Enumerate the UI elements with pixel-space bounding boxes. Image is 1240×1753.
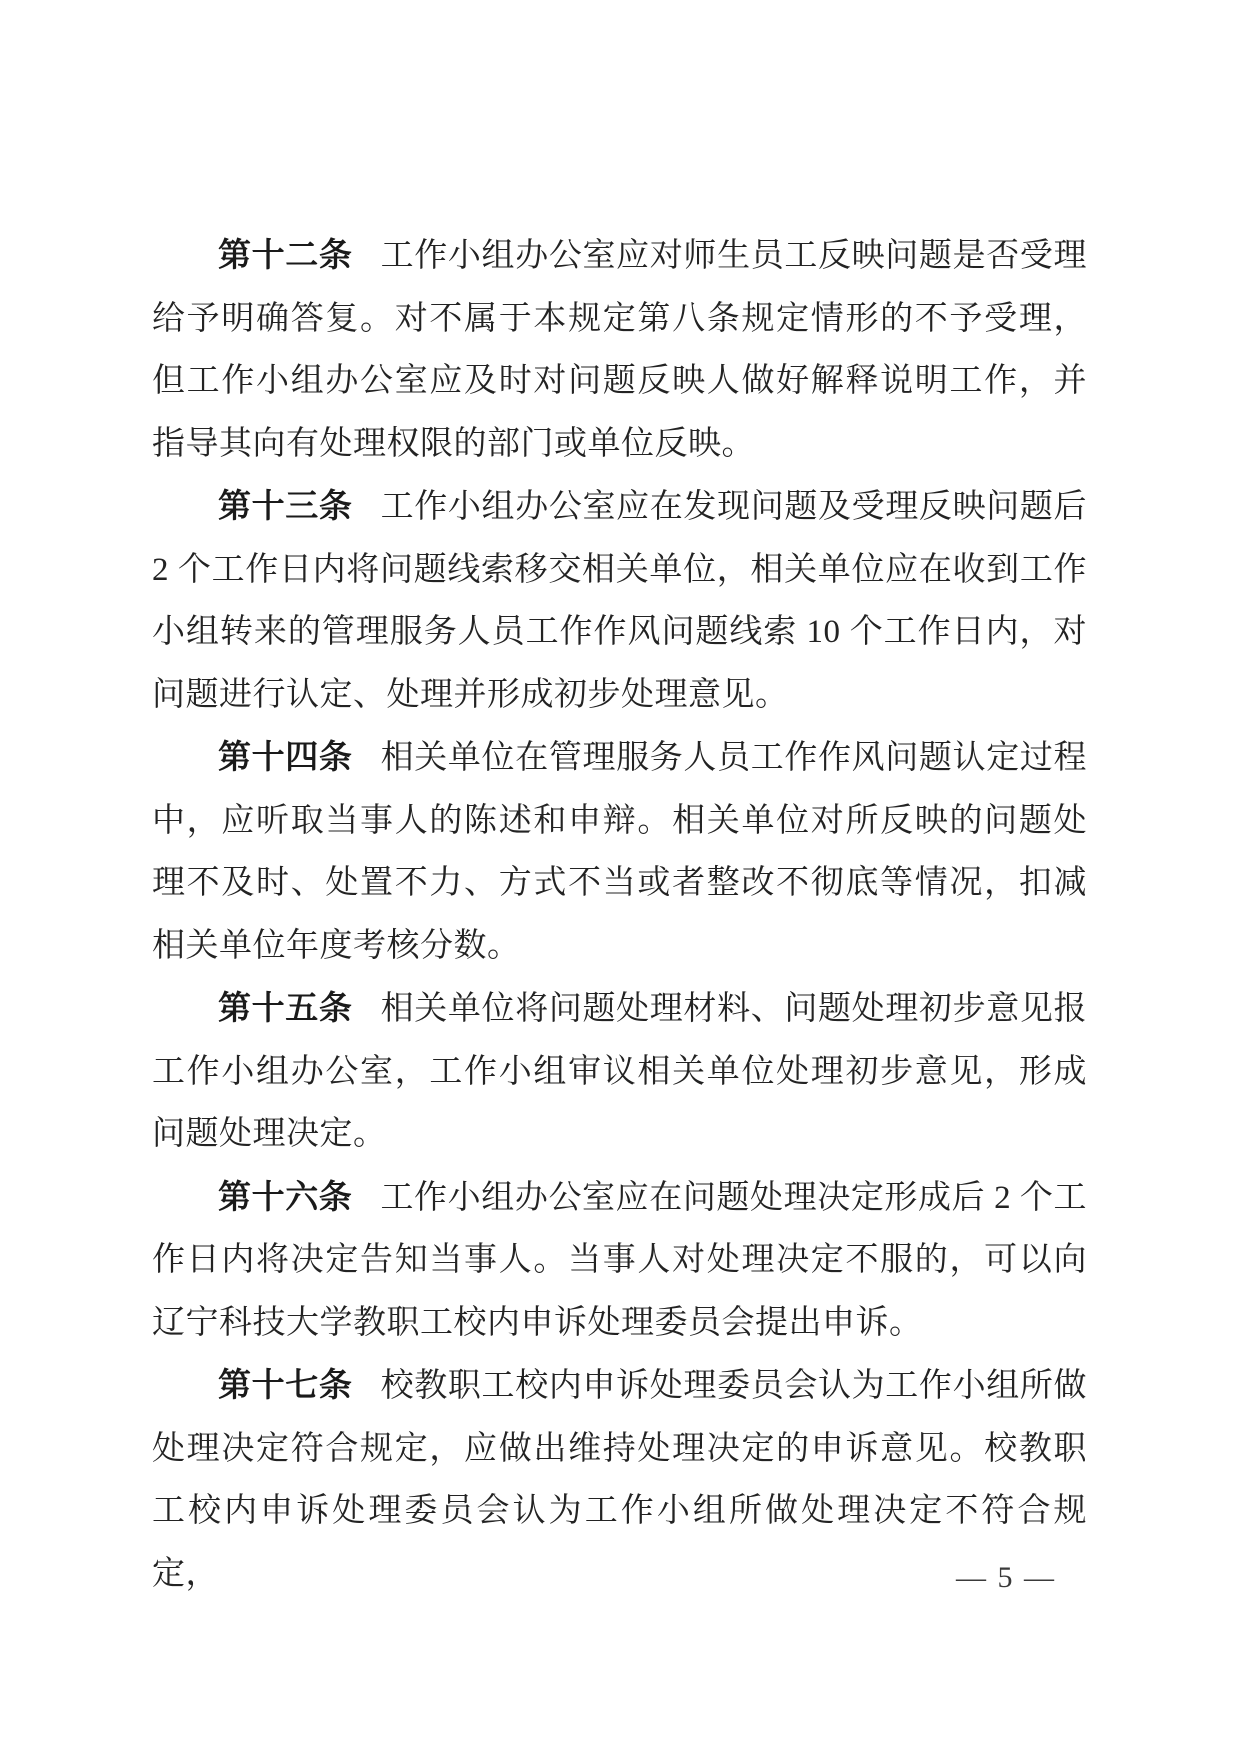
article-number: 第十六条	[218, 1177, 353, 1215]
article-number: 第十二条	[218, 236, 353, 273]
article-text: 工作小组办公室应在问题处理决定形成后 2 个工作日内将决定告知当事人。当事人对处理决定不服的，可以向辽宁科技大学教职工校内申诉处理委员会提出申诉。	[152, 1179, 1088, 1341]
article-text: 工作小组办公室应在发现问题及受理反映问题后 2 个工作日内将问题线索移交相关单位，相关单位应在收到工作小组转来的管理服务人员工作作风问题线索 10 个工作日内，对问题进行认定、处理并形成初步处理意见。	[152, 489, 1088, 713]
article-paragraph	[152, 224, 1087, 475]
article-paragraph	[152, 475, 1087, 726]
article-paragraph	[152, 726, 1087, 977]
article-paragraph	[152, 1166, 1087, 1355]
article-number: 第十七条	[218, 1366, 353, 1403]
article-text: 工作小组办公室应对师生员工反映问题是否受理给予明确答复。对不属于本规定第八条规定情形的不予受理，但工作小组办公室应及时对问题反映人做好解释说明工作，并指导其向有处理权限的部门或单位反映。	[152, 238, 1088, 462]
page-number: — 5 —	[956, 1561, 1056, 1594]
article-text: 相关单位将问题处理材料、问题处理初步意见报工作小组办公室，工作小组审议相关单位处理初步意见，形成问题处理决定。	[152, 991, 1088, 1152]
article-text: 相关单位在管理服务人员工作作风问题认定过程中，应听取当事人的陈述和申辩。相关单位对所反映的问题处理不及时、处置不力、方式不当或者整改不彻底等情况，扣减相关单位年度考核分数。	[152, 740, 1088, 964]
article-number: 第十三条	[218, 487, 353, 524]
document-body	[152, 224, 1087, 1605]
article-paragraph	[152, 977, 1087, 1166]
article-number: 第十五条	[218, 989, 353, 1026]
article-number: 第十四条	[218, 738, 353, 775]
article-text: 校教职工校内申诉处理委员会认为工作小组所做处理决定符合规定，应做出维持处理决定的申诉意见。校教职工校内申诉处理委员会认为工作小组所做处理决定不符合规定，	[152, 1368, 1088, 1592]
